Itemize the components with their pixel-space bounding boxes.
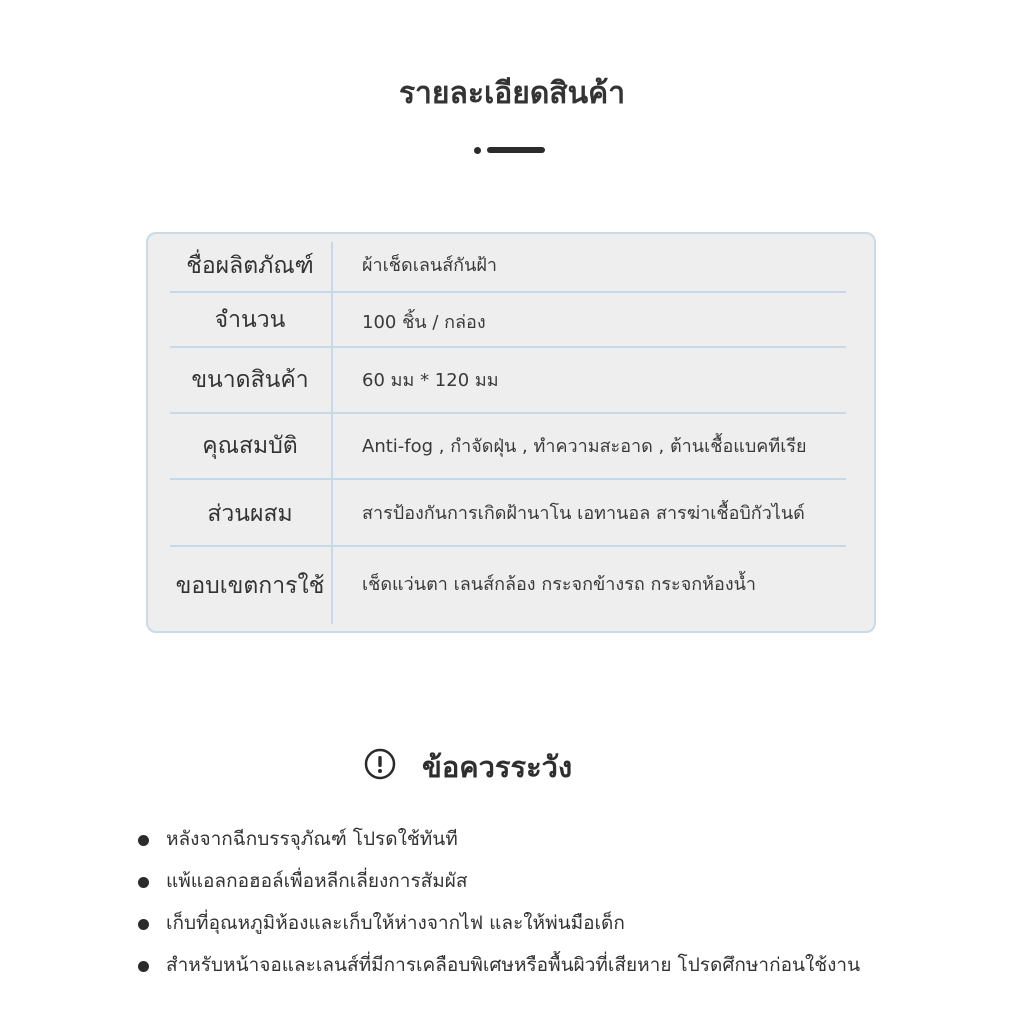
caution-item <box>136 862 996 904</box>
caution-item-text: สำหรับหน้าจอและเลนส์ที่มีการเคลือบพิเศษหรือพื้นผิวที่เสียหาย โปรดศึกษาก่อนใช้งาน <box>166 954 861 976</box>
row-divider <box>170 478 846 480</box>
spec-value: Anti-fog , กำจัดฝุ่น , ทำความสะอาด , ต้านเชื้อแบคทีเรีย <box>362 436 807 457</box>
row-divider <box>170 545 846 547</box>
caution-title: ข้อควรระวัง <box>422 750 573 784</box>
spec-label: จำนวน <box>214 307 286 333</box>
spec-table <box>146 232 876 633</box>
spec-label: ขนาดสินค้า <box>191 367 309 393</box>
caution-item-text: เก็บที่อุณหภูมิห้องและเก็บให้ห่างจากไฟ และให้พ่นมือเด็ก <box>166 912 625 934</box>
page-title: รายละเอียดสินค้า <box>398 76 626 111</box>
caution-item <box>136 904 996 946</box>
spec-value: 100 ชิ้น / กล่อง <box>362 312 486 333</box>
spec-label: ชื่อผลิตภัณฑ์ <box>186 253 314 279</box>
caution-item <box>136 946 996 988</box>
spec-column-divider <box>331 242 333 624</box>
spec-value: 60 มม * 120 มม <box>362 370 499 391</box>
exclamation-circle-icon <box>364 748 396 780</box>
caution-heading <box>364 740 664 790</box>
caution-item-text: หลังจากฉีกบรรจุภัณฑ์ โปรดใช้ทันที <box>166 828 458 850</box>
bullet-icon <box>138 919 149 930</box>
divider-dot <box>474 147 481 154</box>
caution-list <box>136 820 996 988</box>
spec-value: ผ้าเช็ดเลนส์กันฝ้า <box>362 255 498 276</box>
row-divider <box>170 346 846 348</box>
row-divider <box>170 412 846 414</box>
spec-label: ขอบเขตการใช้ <box>175 573 325 599</box>
caution-item <box>136 820 996 862</box>
spec-label: คุณสมบัติ <box>202 433 298 459</box>
spec-value: เช็ดแว่นตา เลนส์กล้อง กระจกข้างรถ กระจกห้องน้ำ <box>362 574 757 595</box>
divider-bar <box>487 147 545 153</box>
caution-item-text: แพ้แอลกอฮอล์เพื่อหลีกเลี่ยงการสัมผัส <box>166 870 468 892</box>
title-divider <box>474 146 546 154</box>
bullet-icon <box>138 835 149 846</box>
bullet-icon <box>138 877 149 888</box>
bullet-icon <box>138 961 149 972</box>
spec-value: สารป้องกันการเกิดฝ้านาโน เอทานอล สารฆ่าเชื้อบิกัวไนด์ <box>362 503 805 524</box>
row-divider <box>170 291 846 293</box>
spec-label: ส่วนผสม <box>207 501 293 527</box>
